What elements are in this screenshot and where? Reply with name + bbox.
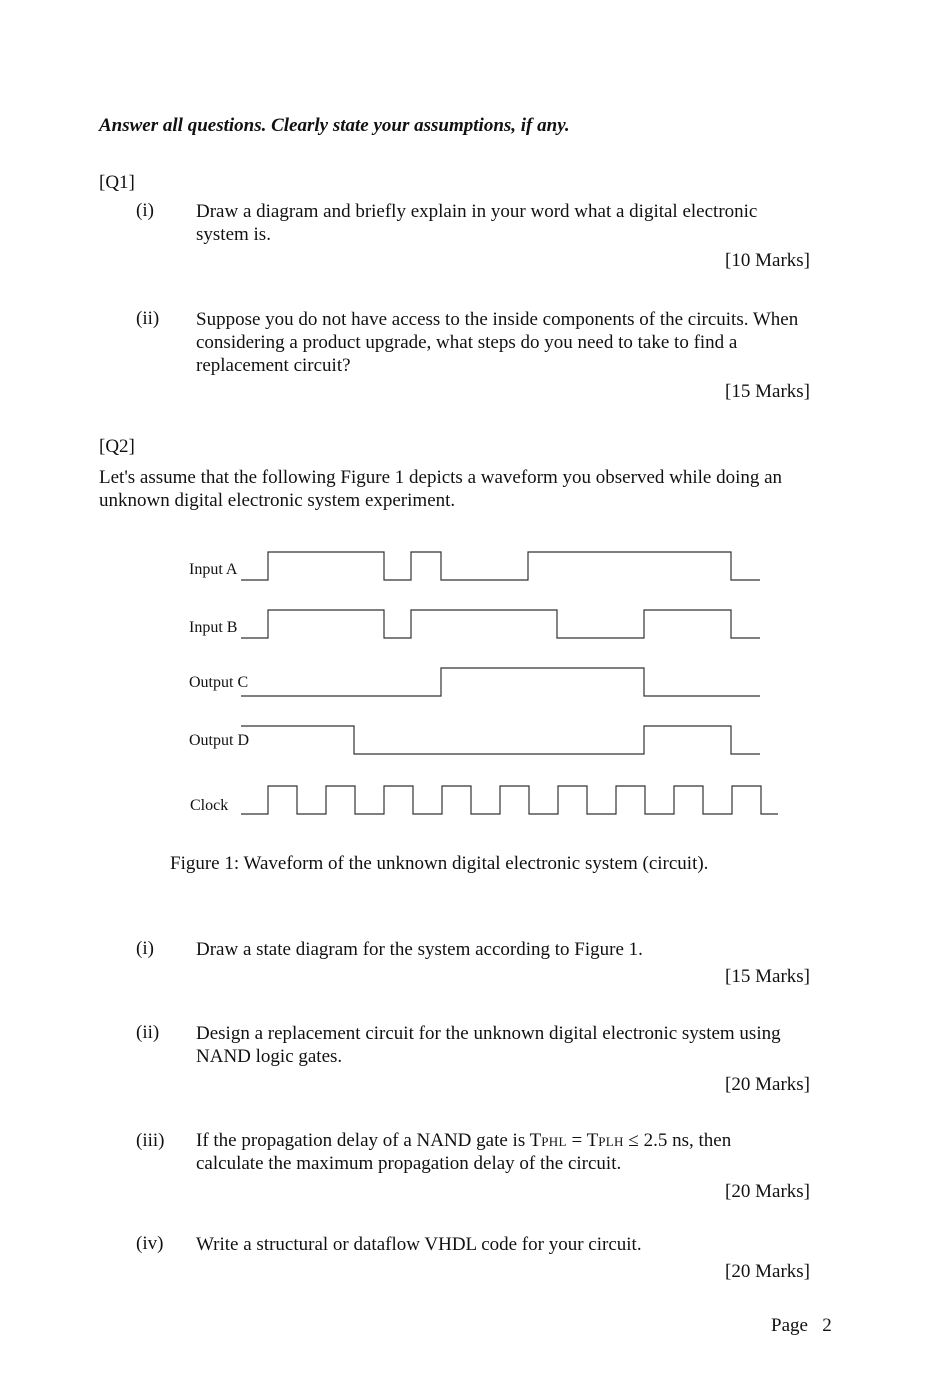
q1-part-i-text: Draw a diagram and briefly explain in your word what a digital electronic system is. <box>196 201 758 245</box>
signal-label-clock: Clock <box>190 797 229 814</box>
q2-part-iii-marks: [20 Marks] <box>725 1181 810 1202</box>
q1-part-ii-text: Suppose you do not have access to the inside components of the circuits. When considering a product upgrade, what steps do you need to take to find a replacement circuit? <box>196 309 799 376</box>
q2-part-ii-number: (ii) <box>136 1022 160 1043</box>
q1-part-ii-marks: [15 Marks] <box>725 381 810 402</box>
q2-part-ii-text: Design a replacement circuit for the unknown digital electronic system using NAND logic gates. <box>196 1023 781 1067</box>
tplh-subscript: PLH <box>598 1134 624 1149</box>
page-footer <box>771 1315 832 1337</box>
input-b-waveform <box>241 610 760 638</box>
question-1-label: [Q1] <box>99 172 135 193</box>
q1-part-ii-number: (ii) <box>136 308 160 329</box>
q1-part-i-marks: [10 Marks] <box>725 250 810 271</box>
q2-part-iv-text: Write a structural or dataflow VHDL code for your circuit. <box>196 1234 642 1255</box>
q2-part-iii-text-mid1: = T <box>566 1130 599 1151</box>
exam-instructions: Answer all questions. Clearly state your assumptions, if any. <box>99 115 570 136</box>
signal-label-input-b: Input B <box>189 619 238 636</box>
figure-caption: Figure 1: Waveform of the unknown digital electronic system (circuit). <box>170 853 709 874</box>
q1-part-i-number: (i) <box>136 200 154 221</box>
q2-part-iii-text-line2: calculate the maximum propagation delay of the circuit. <box>196 1153 622 1174</box>
page-number: 2 <box>822 1315 832 1336</box>
q2-part-iv-number: (iv) <box>136 1233 164 1254</box>
q2-intro-text: Let's assume that the following Figure 1 depicts a waveform you observed while doing an unknown digital electronic system experiment. <box>99 467 783 511</box>
q2-part-iii-number: (iii) <box>136 1130 165 1151</box>
question-2-label: [Q2] <box>99 436 135 457</box>
q2-part-iii-text-pre: If the propagation delay of a NAND gate is T <box>196 1130 542 1151</box>
clock-waveform <box>241 786 778 814</box>
q2-part-i-text: Draw a state diagram for the system according to Figure 1. <box>196 939 643 960</box>
q2-part-ii-marks: [20 Marks] <box>725 1074 810 1095</box>
q2-part-iii-text-mid2: ≤ 2.5 ns, then <box>623 1130 732 1151</box>
page-label: Page <box>771 1315 808 1336</box>
input-a-waveform <box>241 552 760 580</box>
output-c-waveform <box>241 668 760 696</box>
q2-part-iv-marks: [20 Marks] <box>725 1261 810 1282</box>
q2-part-i-number: (i) <box>136 938 154 959</box>
output-d-waveform <box>241 726 760 754</box>
tphl-subscript: PHL <box>541 1134 567 1149</box>
signal-label-output-d: Output D <box>189 732 249 749</box>
signal-label-input-a: Input A <box>189 561 238 578</box>
signal-label-output-c: Output C <box>189 674 249 691</box>
q2-part-i-marks: [15 Marks] <box>725 966 810 987</box>
q2-part-iii-text-line1 <box>196 1130 731 1152</box>
